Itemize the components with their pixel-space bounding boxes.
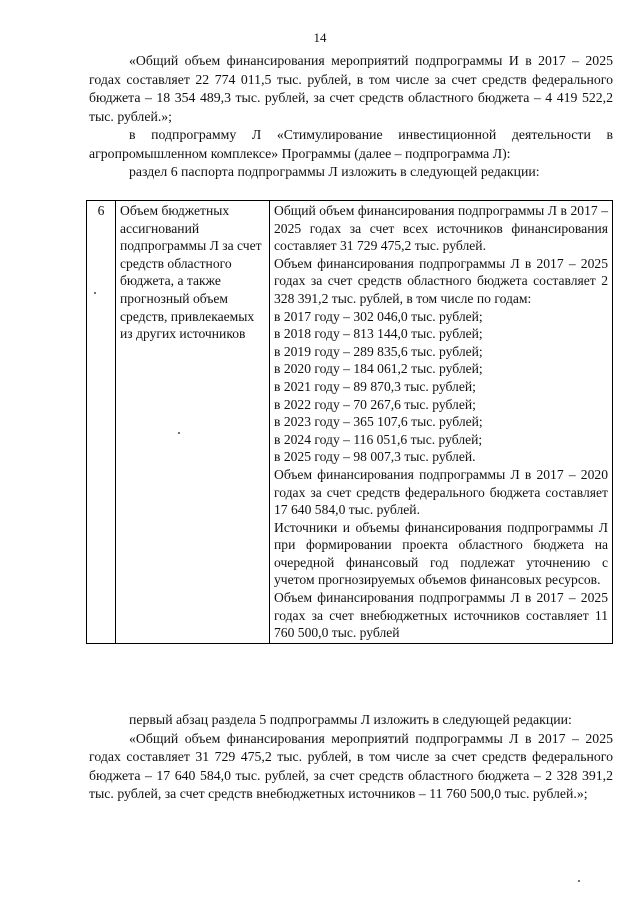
federal-budget-text: Объем финансирования подпрограммы Л в 2017 – 2020 годах за счет средств федерального бюджета составляет 17 640 584,0 тыс. рублей. xyxy=(274,466,608,518)
year-line: в 2017 году – 302 046,0 тыс. рублей; xyxy=(274,308,483,324)
page-number: 14 xyxy=(313,30,327,45)
year-line: в 2023 году – 365 107,6 тыс. рублей; xyxy=(274,414,483,430)
paragraph-subprogram-l-intro: в подпрограмму Л «Стимулирование инвестиционной деятельности в агропромышленном комплексе» Программы (далее – подпрограмма Л): xyxy=(89,127,613,161)
paragraph-section-5-instruction: первый абзац раздела 5 подпрограммы Л изложить в следующей редакции: xyxy=(129,712,572,727)
regional-budget-text: Объем финансирования подпрограммы Л в 2017 – 2025 годах за счет средств областного бюджета составляет 2 328 391,2 тыс. рублей, в том числе по годам: xyxy=(274,255,608,306)
table-row xyxy=(87,201,613,644)
year-line: в 2024 году – 116 051,6 тыс. рублей; xyxy=(274,431,483,447)
scan-speck xyxy=(94,292,96,294)
total-financing-text: Общий объем финансирования подпрограммы Л в 2017 – 2025 годах за счет всех источников финансирования составляет 31 729 475,2 тыс. рублей. xyxy=(274,203,608,254)
passport-table xyxy=(86,200,613,644)
row-number-cell: 6 xyxy=(87,201,116,644)
year-line: в 2022 году – 70 267,6 тыс. рублей; xyxy=(274,396,476,412)
year-line: в 2020 году – 184 061,2 тыс. рублей; xyxy=(274,361,483,377)
row-label-cell: Объем бюджетных ассигнований подпрограммы Л за счет средств областного бюджета, а также прогнозный объем средств, привлекаемых из других источников xyxy=(116,201,270,644)
extrabudget-text: Объем финансирования подпрограммы Л в 2017 – 2025 годах за счет внебюджетных источников составляет 11 760 500,0 тыс. рублей xyxy=(274,590,608,641)
bottom-text-block xyxy=(89,711,613,804)
year-line: в 2019 году – 289 835,6 тыс. рублей; xyxy=(274,343,483,359)
paragraph-section-6-instruction: раздел 6 паспорта подпрограммы Л изложить в следующей редакции: xyxy=(129,164,540,179)
scan-speck xyxy=(178,432,180,434)
paragraph-subprogram-i-total: «Общий объем финансирования мероприятий подпрограммы И в 2017 – 2025 годах составляет 22 774 011,5 тыс. рублей, в том числе за счет средств федерального бюджета – 18 354 489,3 тыс. рублей, за счет средств областного бюджета – 4 419 522,2 тыс. рублей.»; xyxy=(89,53,613,124)
year-line: в 2018 году – 813 144,0 тыс. рублей; xyxy=(274,326,483,342)
row-content-cell xyxy=(270,201,613,644)
scan-speck xyxy=(578,880,580,882)
paragraph-subprogram-l-total: «Общий объем финансирования мероприятий подпрограммы Л в 2017 – 2025 годах составляет 31 729 475,2 тыс. рублей, в том числе за счет средств федерального бюджета – 17 640 584,0 тыс. рублей, за счет средств областного бюджета – 2 328 391,2 тыс. рублей, за счет средств внебюджетных источников – 11 760 500,0 тыс. рублей.»; xyxy=(89,730,613,801)
year-line: в 2025 году – 98 007,3 тыс. рублей. xyxy=(274,449,476,465)
year-line: в 2021 году – 89 870,3 тыс. рублей; xyxy=(274,378,476,394)
top-text-block xyxy=(89,52,613,182)
sources-note-text: Источники и объемы финансирования подпрограммы Л при формировании проекта областного бюджета на очередной финансовый год подлежат уточнению с учетом прогнозируемых объемов финансовых ресурсов. xyxy=(274,519,608,588)
